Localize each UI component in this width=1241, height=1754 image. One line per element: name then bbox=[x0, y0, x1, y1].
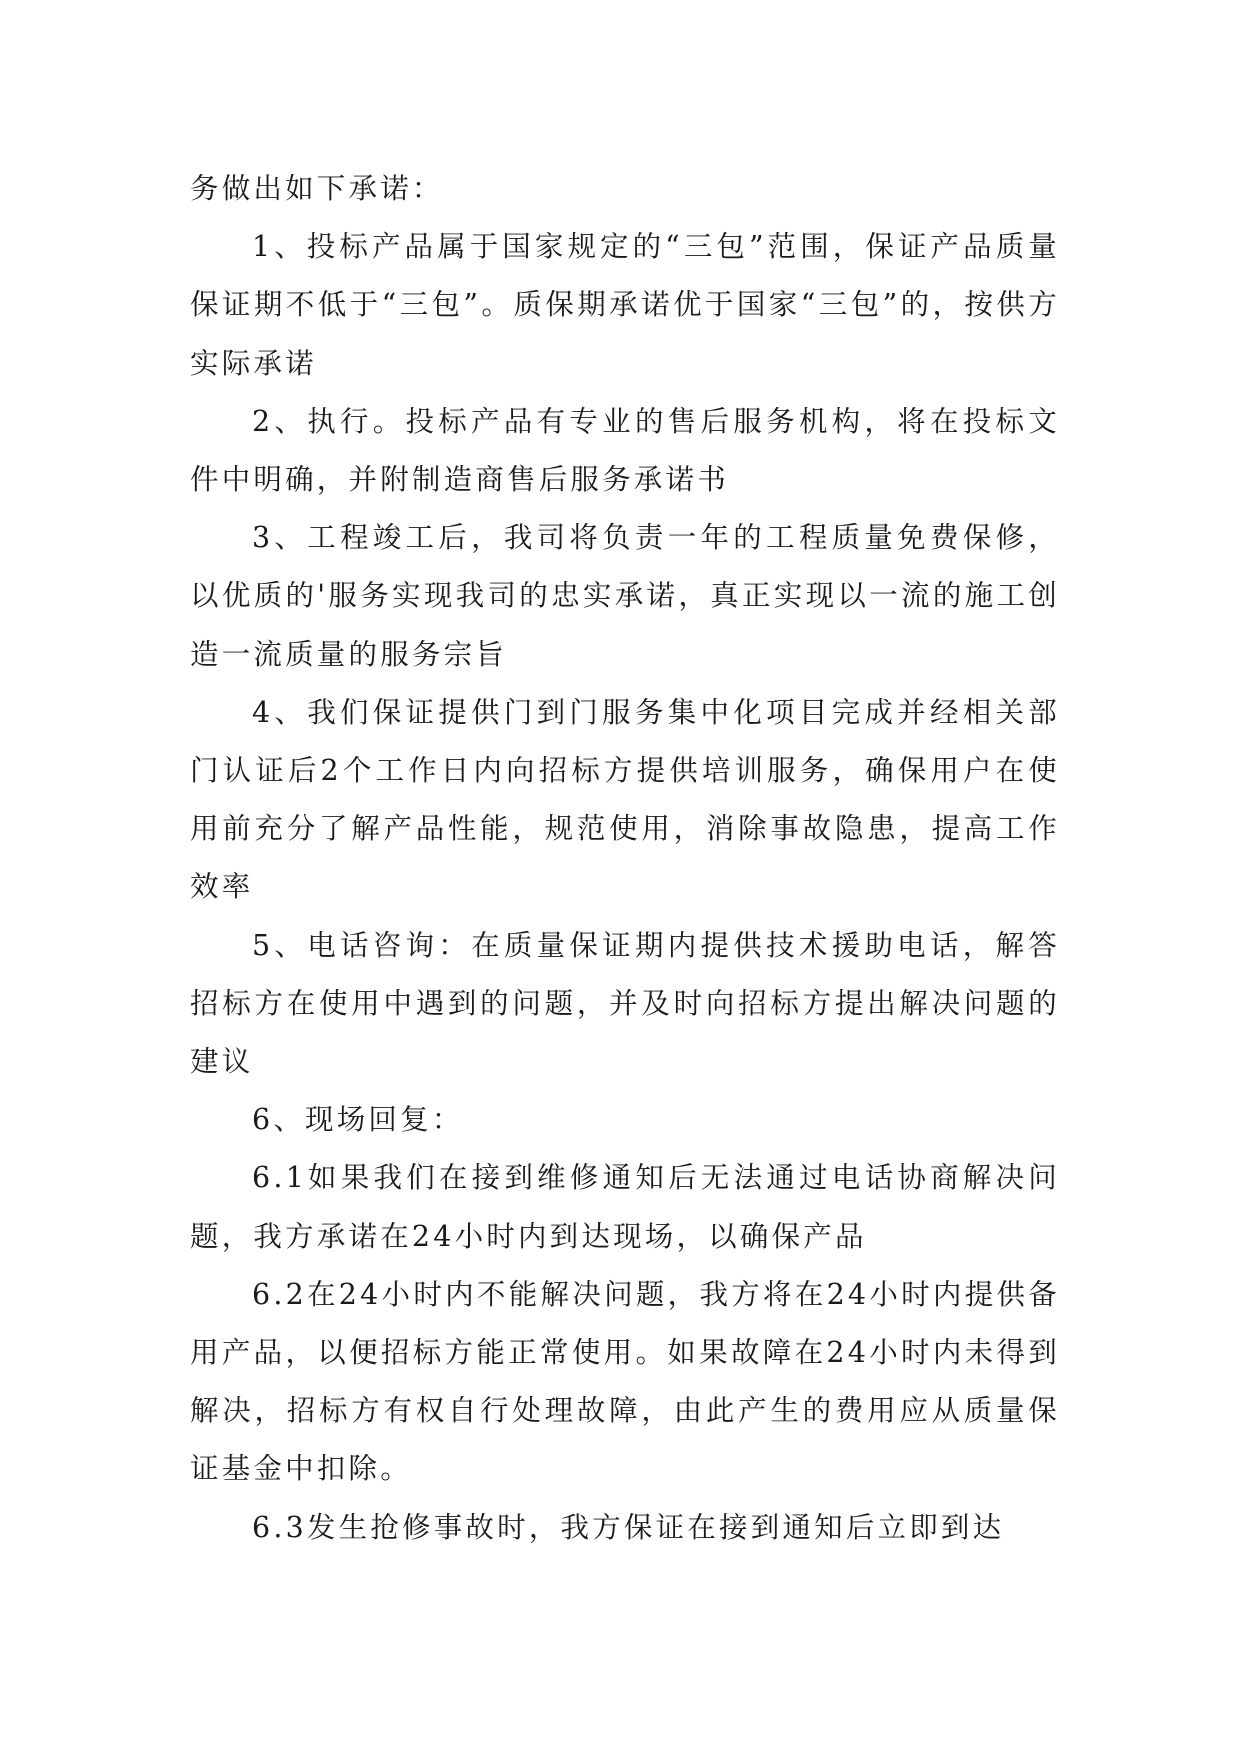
document-body bbox=[190, 160, 1060, 1557]
paragraph-item-3: 3、工程竣工后，我司将负责一年的工程质量免费保修，以优质的'服务实现我司的忠实承诺，真正实现以一流的施工创造一流质量的服务宗旨 bbox=[190, 521, 1060, 671]
paragraph-item-6-1: 6.1如果我们在接到维修通知后无法通过电话协商解决问题，我方承诺在24小时内到达现场，以确保产品 bbox=[190, 1161, 1060, 1253]
paragraph-item-6-2: 6.2在24小时内不能解决问题，我方将在24小时内提供备用产品，以便招标方能正常使用。如果故障在24小时内未得到解决，招标方有权自行处理故障，由此产生的费用应从质量保证基金中扣除。 bbox=[190, 1277, 1060, 1486]
paragraph-item-1: 1、投标产品属于国家规定的“三包”范围，保证产品质量保证期不低于“三包”。质保期承诺优于国家“三包”的，按供方实际承诺 bbox=[190, 230, 1060, 380]
paragraph-continuation: 务做出如下承诺： bbox=[190, 172, 444, 205]
paragraph-item-5: 5、电话咨询：在质量保证期内提供技术援助电话，解答招标方在使用中遇到的问题，并及时向招标方提出解决问题的建议 bbox=[190, 928, 1060, 1079]
paragraph-item-2: 2、执行。投标产品有专业的售后服务机构，将在投标文件中明确，并附制造商售后服务承诺书 bbox=[190, 404, 1060, 497]
paragraph-item-6: 6、现场回复： bbox=[252, 1103, 464, 1137]
paragraph-item-6-3: 6.3发生抢修事故时，我方保证在接到通知后立即到达 bbox=[252, 1510, 1005, 1544]
paragraph-item-4: 4、我们保证提供门到门服务集中化项目完成并经相关部门认证后2个工作日内向招标方提供培训服务，确保用户在使用前充分了解产品性能，规范使用，消除事故隐患，提高工作效率 bbox=[190, 695, 1060, 904]
